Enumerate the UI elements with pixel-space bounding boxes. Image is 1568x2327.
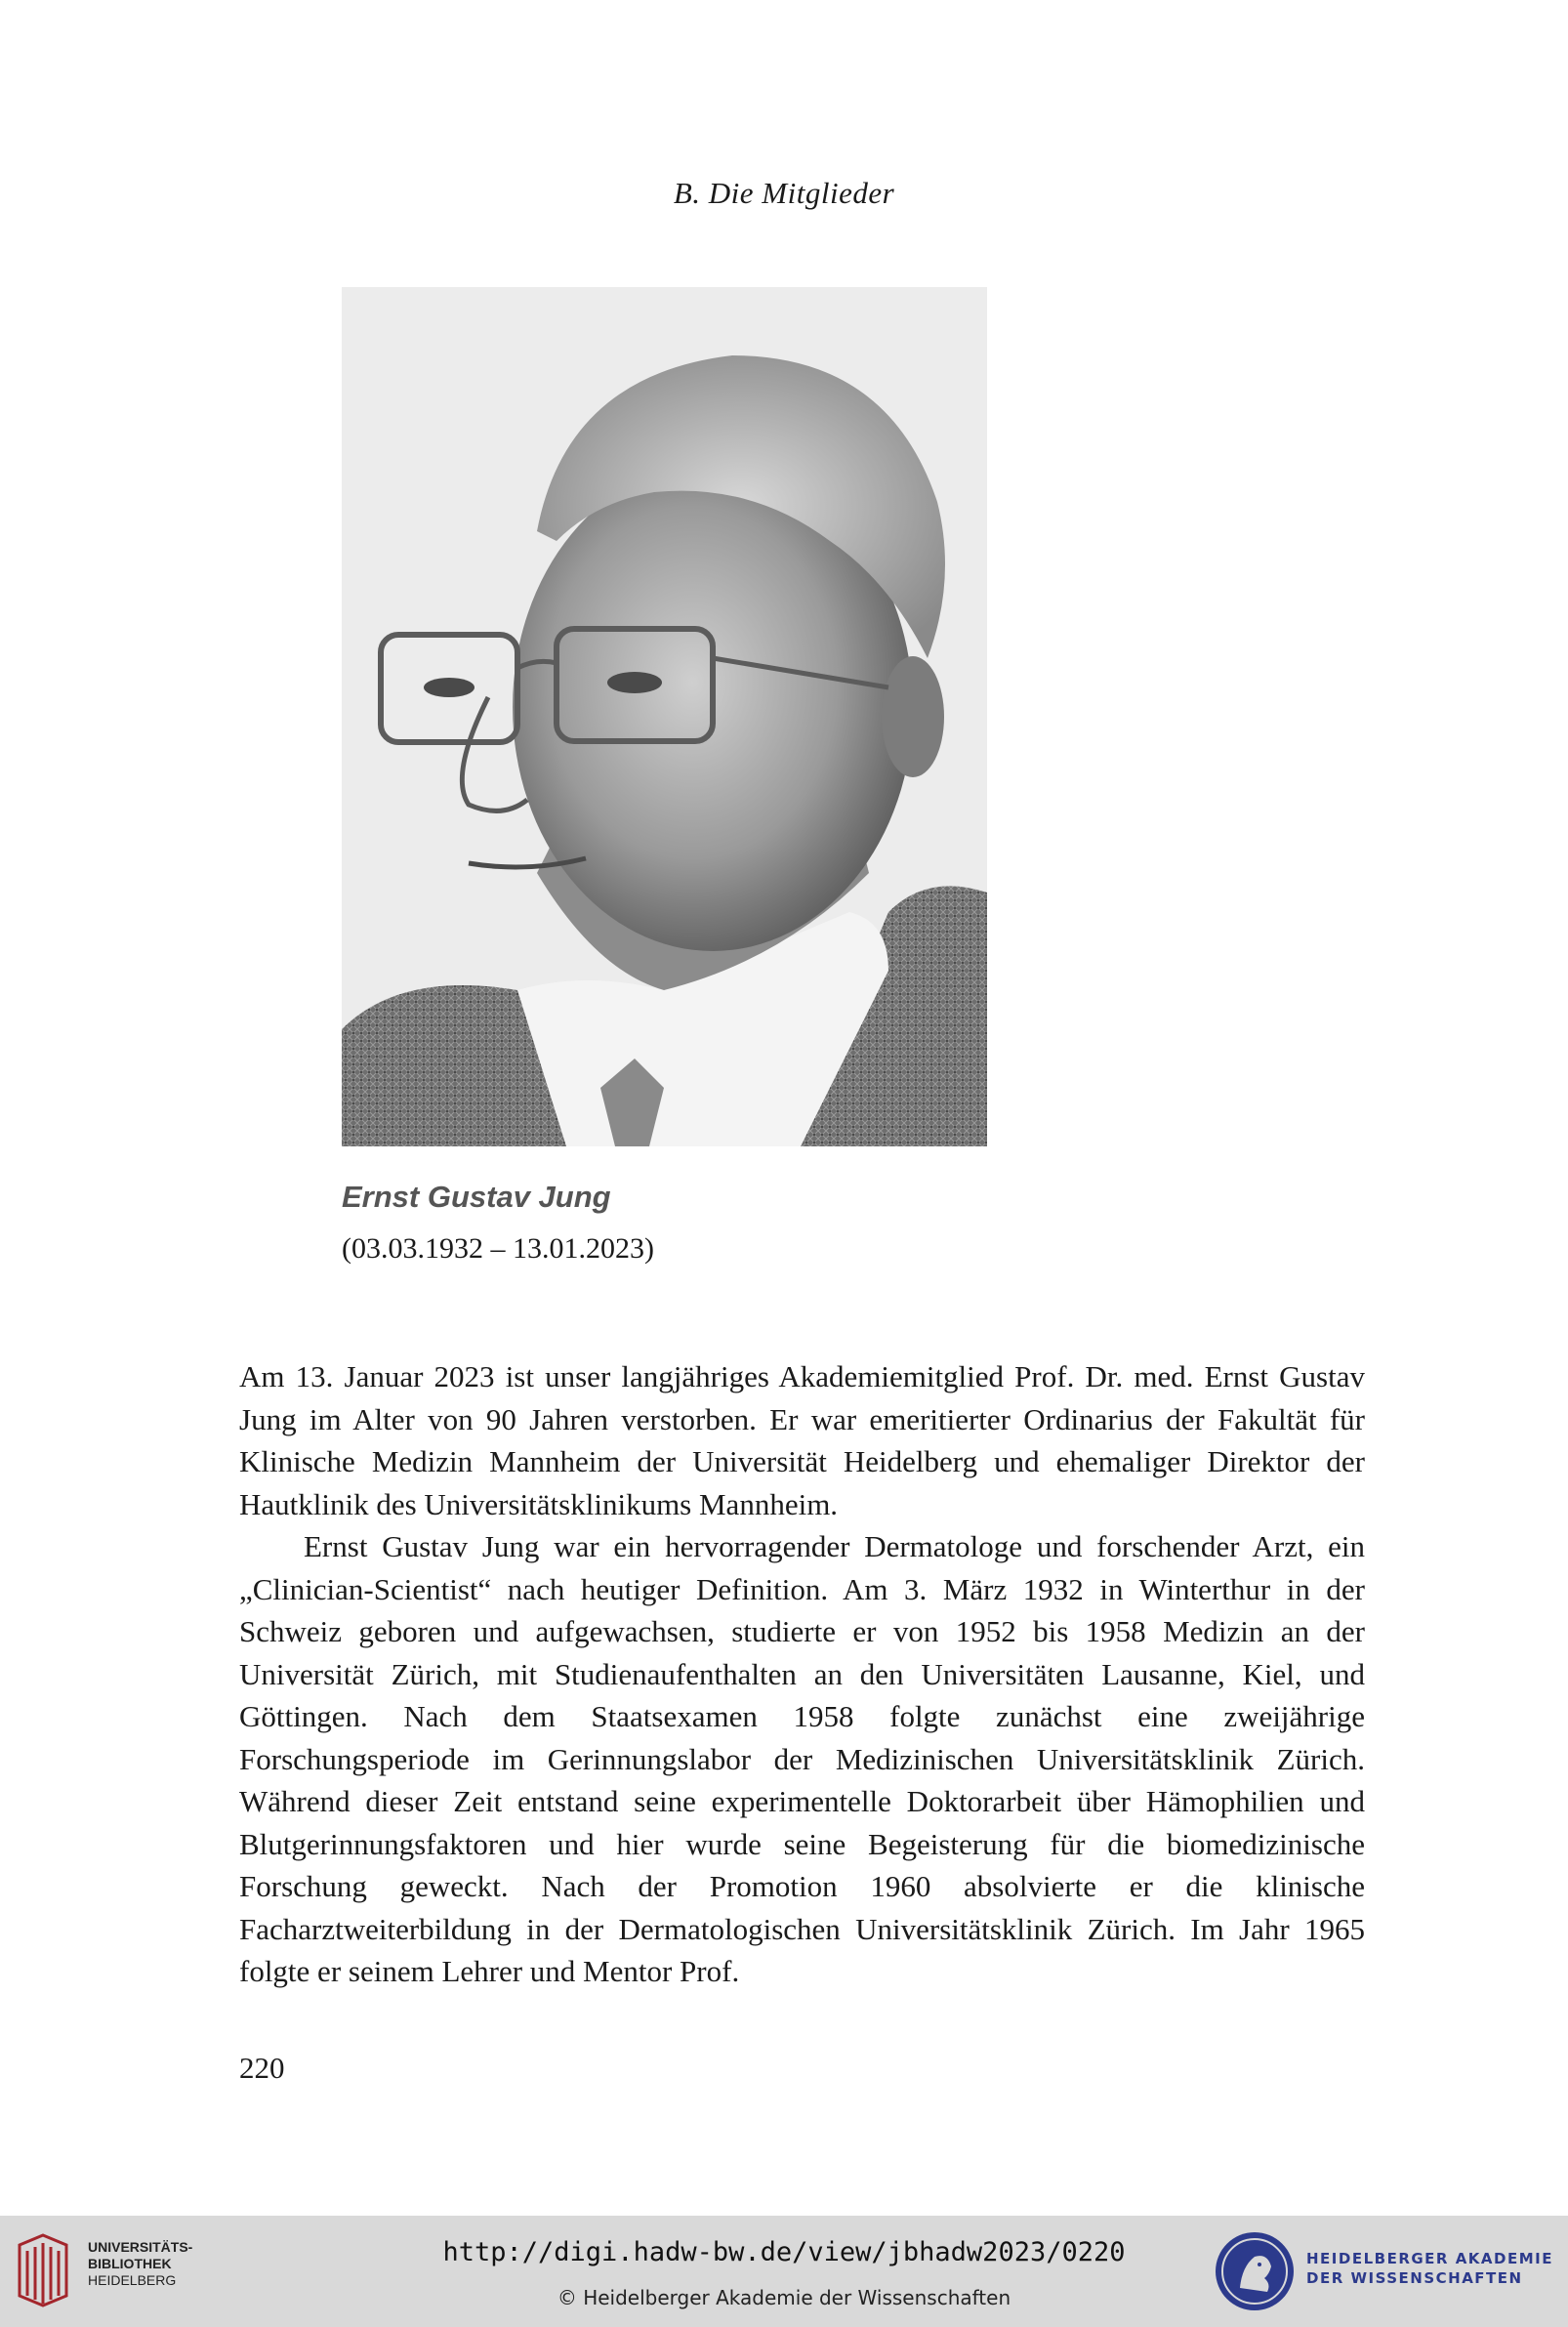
academy-line-2: DER WISSENSCHAFTEN	[1306, 2269, 1523, 2287]
library-line-1: UNIVERSITÄTS-	[88, 2239, 193, 2255]
permalink-url[interactable]: http://digi.hadw-bw.de/view/jbhadw2023/0220	[442, 2237, 1126, 2267]
paragraph-1: Am 13. Januar 2023 ist unser langjähriges Akademiemitglied Prof. Dr. med. Ernst Gustav Jung im Alter von 90 Jahren verstorben. Er war emeritierter Ordinarius der Fakultät für Klinische Medizin Mannheim der Universität Heidelberg und ehemaliger Direktor der Hautklinik des Universitätsklinikums Mannheim.	[239, 1359, 1365, 1521]
page-number: 220	[239, 2051, 285, 2085]
library-line-3: HEIDELBERG	[88, 2272, 177, 2288]
caption-name: Ernst Gustav Jung	[342, 1180, 611, 1214]
academy-seal-icon	[1211, 2227, 1299, 2315]
paragraph-2: Ernst Gustav Jung war ein hervorragender Dermatologe und forschender Arzt, ein „Clinician-Scientist“ nach heutiger Definition. Am 3. März 1932 in Winterthur in der Schweiz geboren und aufgewachsen, studierte er von 1952 bis 1958 Medizin an der Universität Zürich, mit Studienaufenthalten an den Universitäten Lausanne, Kiel, und Göttingen. Nach dem Staatsexamen 1958 folgte zunächst eine zweijährige Forschungsperiode im Gerinnungslabor der Medizinischen Universitätsklinik Zürich. Während dieser Zeit entstand seine experimentelle Doktorarbeit über Hämophilien und Blutgerinnungsfaktoren und hier wurde seine Begeisterung für die biomedizinische Forschung geweckt. Nach der Promotion 1960 absolvierte er die klinische Facharztweiterbildung in der Dermatologischen Universitätsklinik Zürich. Im Jahr 1965 folgte er seinem Lehrer und Mentor Prof.	[239, 1529, 1365, 1988]
library-line-2: BIBLIOTHEK	[88, 2256, 172, 2271]
caption-dates: (03.03.1932 – 13.01.2023)	[342, 1232, 654, 1265]
footer-bar	[0, 2216, 1568, 2327]
academy-line-1: HEIDELBERGER AKADEMIE	[1306, 2250, 1553, 2267]
portrait-photo	[342, 287, 987, 1146]
body-text	[239, 1355, 1365, 1993]
copyright-notice: © Heidelberger Akademie der Wissenschaften	[557, 2286, 1011, 2309]
running-head: B. Die Mitglieder	[673, 176, 895, 210]
academy-name	[1306, 2249, 1553, 2288]
